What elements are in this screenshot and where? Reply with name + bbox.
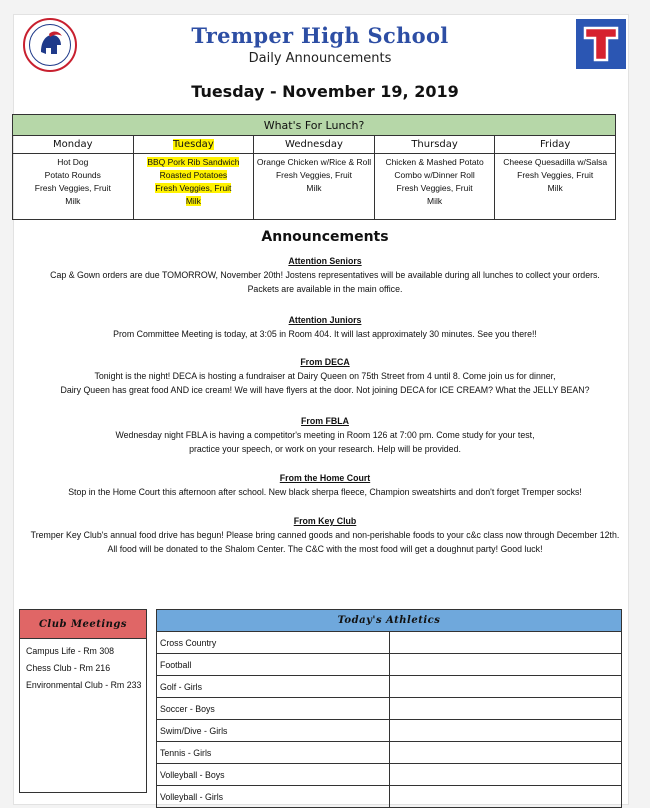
announcement-item: [20, 355, 630, 397]
club-meetings-box: [19, 609, 147, 793]
lunch-day-monday: [13, 136, 134, 154]
day-label: Monday: [53, 139, 93, 150]
athletics-row: [157, 742, 622, 764]
athletics-table: [156, 609, 622, 808]
page-subtitle: Daily Announcements: [248, 51, 392, 66]
announcement-heading: From FBLA: [301, 416, 349, 426]
page-date: Tuesday - November 19, 2019: [191, 82, 459, 101]
menu-item: Combo w/Dinner Roll: [394, 170, 475, 180]
sport-name: Soccer - Boys: [157, 698, 390, 720]
athletics-row: [157, 764, 622, 786]
athletics-row: [157, 654, 622, 676]
announcement-line: practice your speech, or work on your research. Help will be provided.: [189, 444, 461, 454]
sport-details: [389, 764, 622, 786]
sport-details: [389, 786, 622, 808]
announcement-line: Cap & Gown orders are due TOMORROW, November 20th! Jostens representatives will be available during all lunches to collect your orders.: [50, 270, 600, 280]
menu-item: Orange Chicken w/Rice & Roll: [256, 157, 372, 167]
announcement-heading: From the Home Court: [279, 473, 371, 483]
announcement-item: [20, 471, 630, 499]
school-t-logo: [576, 19, 626, 69]
athletics-row: [157, 720, 622, 742]
announcement-item: [20, 313, 630, 341]
announcement-line: Dairy Queen has great food AND ice cream! We will have flyers at the door. Not joining DECA for ICE CREAM? What the JELLY BEAN?: [60, 385, 590, 395]
sport-name: Volleyball - Boys: [157, 764, 390, 786]
announcement-line: Prom Committee Meeting is today, at 3:05 in Room 404. It will last approximately 30 minutes. See you there!!: [113, 329, 537, 339]
sport-name: Football: [157, 654, 390, 676]
announcement-item: [20, 254, 630, 296]
menu-item: Milk: [185, 196, 201, 206]
t-letter-icon: [581, 24, 621, 64]
announcement-heading: From DECA: [300, 357, 350, 367]
sport-details: [389, 742, 622, 764]
lunch-title: What's For Lunch?: [13, 115, 616, 136]
menu-item: BBQ Pork Rib Sandwich: [147, 157, 240, 167]
sport-name: Swim/Dive - Girls: [157, 720, 390, 742]
announcement-line: Tonight is the night! DECA is hosting a fundraiser at Dairy Queen on 75th Street from 4 until 8. Come join us for dinner,: [94, 371, 556, 381]
announcement-line: Packets are available in the main office.: [247, 284, 403, 294]
sport-details: [389, 720, 622, 742]
sport-name: Cross Country: [157, 632, 390, 654]
lunch-menu-monday: [13, 154, 134, 220]
announcement-heading: Attention Seniors: [288, 256, 362, 266]
sport-name: Volleyball - Girls: [157, 786, 390, 808]
sport-details: [389, 632, 622, 654]
menu-item: Hot Dog: [57, 157, 89, 167]
menu-item: Milk: [306, 183, 322, 193]
day-label: Wednesday: [285, 139, 343, 150]
athletics-row: [157, 676, 622, 698]
header: [13, 14, 627, 74]
menu-item: Fresh Veggies, Fruit: [517, 170, 594, 180]
day-label: Friday: [540, 139, 571, 150]
announcement-line: Wednesday night FBLA is having a competitor's meeting in Room 126 at 7:00 pm. Come study for your test,: [115, 430, 535, 440]
lunch-day-wednesday: [254, 136, 375, 154]
menu-item: Milk: [547, 183, 563, 193]
athletics-row: [157, 632, 622, 654]
lunch-menu-tuesday: [133, 154, 254, 220]
athletics-row: [157, 786, 622, 808]
sport-name: Tennis - Girls: [157, 742, 390, 764]
lunch-menu-table: [12, 114, 616, 220]
club-meetings-title: Club Meetings: [20, 610, 146, 639]
lunch-menu-wednesday: [254, 154, 375, 220]
announcement-line: All food will be donated to the Shalom Center. The C&C with the most food will get a doughnut party! Good luck!: [107, 544, 543, 554]
announcement-heading: From Key Club: [293, 516, 357, 526]
menu-item: Fresh Veggies, Fruit: [396, 183, 473, 193]
menu-item: Milk: [427, 196, 443, 206]
club-meeting-item: Chess Club - Rm 216: [26, 663, 111, 673]
day-label: Thursday: [411, 139, 458, 150]
announcement-item: [20, 414, 630, 456]
lunch-day-tuesday: [133, 136, 254, 154]
sport-details: [389, 654, 622, 676]
menu-item: Fresh Veggies, Fruit: [275, 170, 353, 180]
menu-item: Potato Rounds: [44, 170, 101, 180]
announcement-item: [20, 514, 630, 556]
announcements-title: Announcements: [261, 229, 389, 245]
menu-item: Cheese Quesadilla w/Salsa: [503, 157, 608, 167]
announcement-line: Tremper Key Club's annual food drive has begun! Please bring canned goods and non-perishable foods to your c&c class now through December 12th.: [30, 530, 620, 540]
day-label: Tuesday: [173, 139, 214, 150]
menu-item: Roasted Potatoes: [159, 170, 228, 180]
lunch-day-friday: [495, 136, 616, 154]
club-meeting-item: Environmental Club - Rm 233: [26, 680, 142, 690]
sport-details: [389, 698, 622, 720]
club-meeting-item: Campus Life - Rm 308: [26, 646, 115, 656]
lunch-menu-friday: [495, 154, 616, 220]
athletics-row: [157, 698, 622, 720]
announcement-heading: Attention Juniors: [288, 315, 362, 325]
sport-details: [389, 676, 622, 698]
menu-item: Milk: [65, 196, 81, 206]
school-name: Tremper High School: [191, 23, 449, 48]
lunch-day-thursday: [374, 136, 495, 154]
athletics-title: Today's Athletics: [157, 610, 622, 632]
menu-item: Chicken & Mashed Potato: [385, 157, 484, 167]
sport-name: Golf - Girls: [157, 676, 390, 698]
menu-item: Fresh Veggies, Fruit: [155, 183, 232, 193]
menu-item: Fresh Veggies, Fruit: [34, 183, 111, 193]
announcement-line: Stop in the Home Court this afternoon after school. New black sherpa fleece, Champion sweatshirts and don't forget Tremper socks!: [68, 487, 582, 497]
lunch-menu-thursday: [374, 154, 495, 220]
